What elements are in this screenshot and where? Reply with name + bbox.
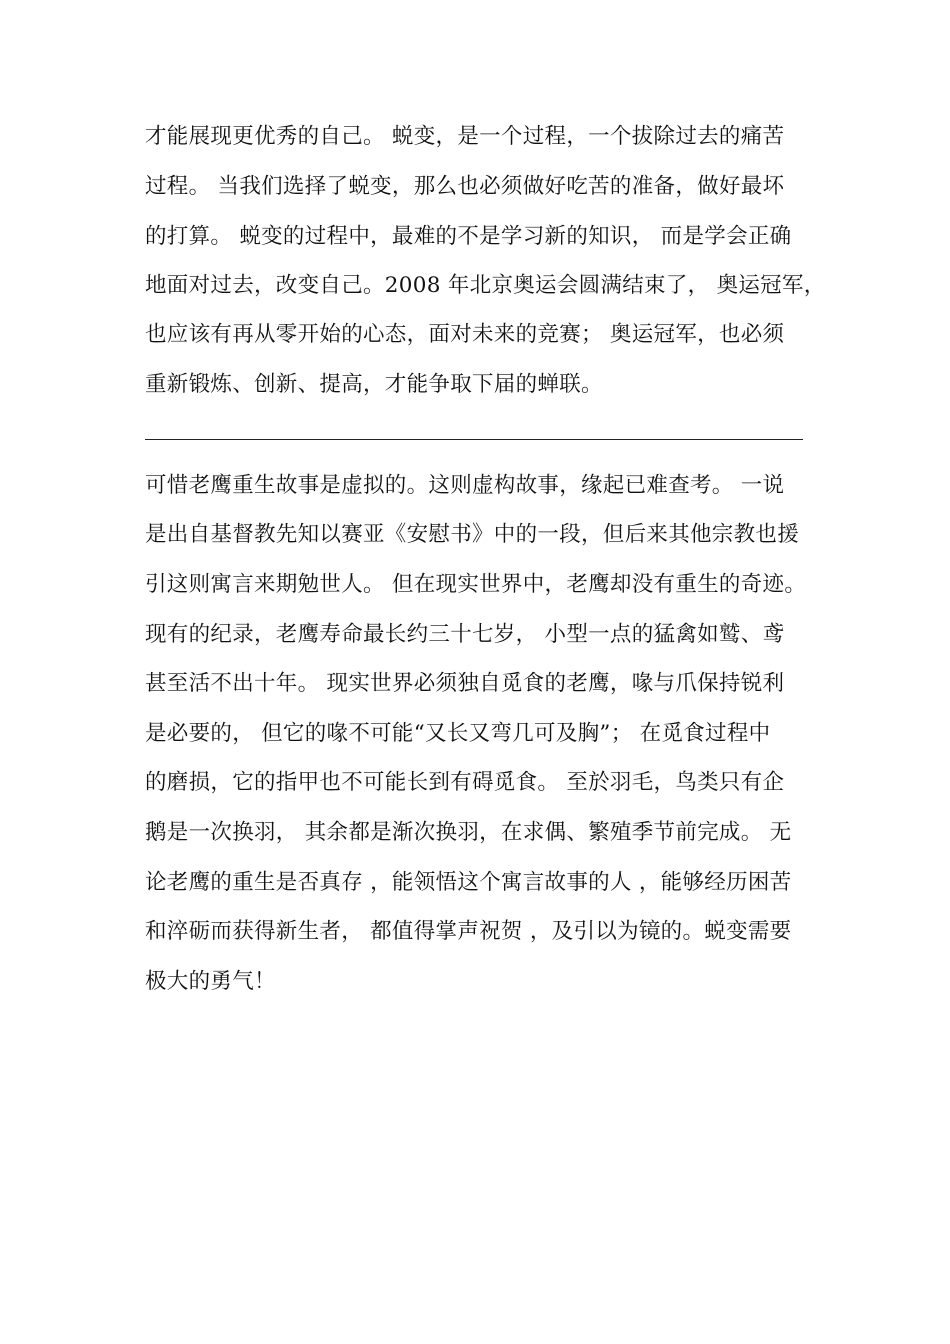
paragraph-1-line-6: 重新锻炼、创新、提高，才能争取下届的蝉联。: [145, 372, 603, 397]
paragraph-2-line-7: 的磨损，它的指甲也不可能长到有碍觅食。 至於羽毛，鸟类只有企: [145, 770, 785, 795]
paragraph-2-line-2: 是出自基督教先知以赛亚《安慰书》中的一段，但后来其他宗教也援: [145, 522, 800, 547]
horizontal-divider: [145, 439, 803, 440]
paragraph-1-line-4: 地面对过去，改变自己。2008 年北京奥运会圆满结束了， 奥运冠军，: [145, 273, 826, 298]
paragraph-2-line-5: 甚至活不出十年。 现实世界必须独自觅食的老鹰，喙与爪保持锐利: [145, 671, 785, 696]
paragraph-1-line-1: 才能展现更优秀的自己。 蜕变，是一个过程，一个拔除过去的痛苦: [145, 124, 785, 149]
paragraph-1-line-2: 过程。 当我们选择了蜕变，那么也必须做好吃苦的准备，做好最坏: [145, 174, 785, 199]
paragraph-2-line-8: 鹅是一次换羽， 其余都是渐次换羽，在求偶、繁殖季节前完成。 无: [145, 820, 792, 845]
paragraph-2-line-4: 现有的纪录，老鹰寿命最长约三十七岁， 小型一点的猛禽如鹫、鸢: [145, 622, 785, 647]
paragraph-2-line-9: 论老鹰的重生是否真存 ，能领悟这个寓言故事的人 ，能够经历困苦: [145, 870, 792, 895]
paragraph-2-line-1: 可惜老鹰重生故事是虚拟的。这则虚构故事，缘起已难查考。 一说: [145, 473, 785, 498]
paragraph-1-line-5: 也应该有再从零开始的心态，面对未来的竞赛； 奥运冠军，也必须: [145, 322, 785, 347]
paragraph-1-line-3: 的打算。 蜕变的过程中，最难的不是学习新的知识， 而是学会正确: [145, 224, 792, 249]
paragraph-2-line-11: 极大的勇气！: [145, 969, 276, 994]
paragraph-2-line-3: 引这则寓言来期勉世人。 但在现实世界中，老鹰却没有重生的奇迹。: [145, 572, 807, 597]
paragraph-2-line-6: 是必要的， 但它的喙不可能“又长又弯几可及胸”； 在觅食过程中: [145, 721, 771, 746]
paragraph-2-line-10: 和淬砺而获得新生者， 都值得掌声祝贺 ，及引以为镜的。蜕变需要: [145, 919, 792, 944]
